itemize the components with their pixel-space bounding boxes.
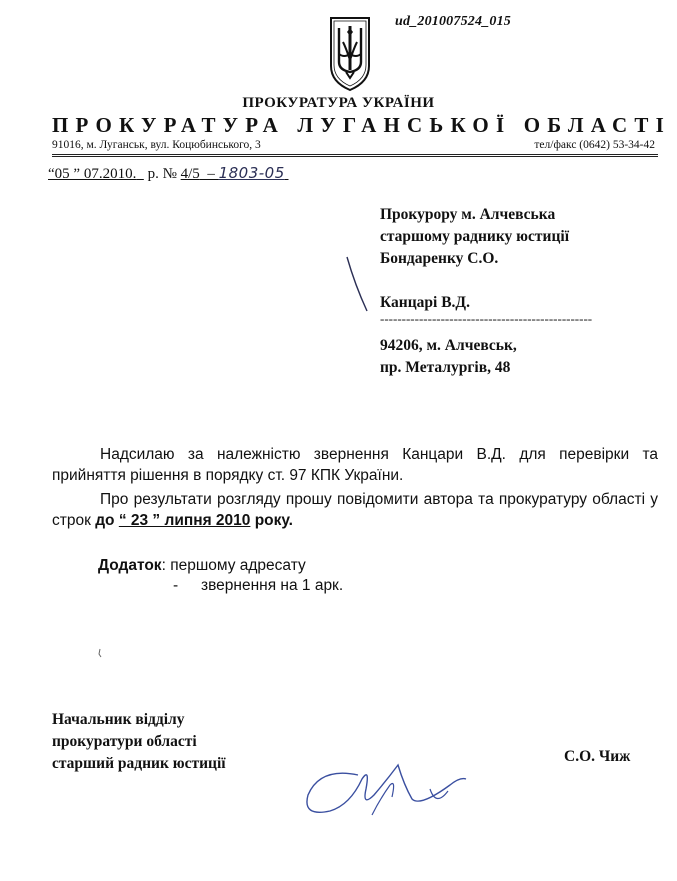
org-national: ПРОКУРАТУРА УКРАЇНИ [242, 95, 435, 111]
appendix-item: - звернення на 1 арк. [173, 577, 344, 594]
addressee-line: Канцарі В.Д. [380, 294, 470, 311]
signatory-name: С.О. Чиж [564, 748, 631, 765]
signatory-line: старший радник юстиції [52, 755, 226, 772]
scan-speck [97, 648, 103, 658]
outgoing-date: “05 ” 07.2010. [48, 166, 137, 182]
org-phone: тел/факс (0642) 53-34-42 [534, 139, 655, 151]
letter-body [52, 444, 658, 534]
number-label: № [162, 166, 177, 182]
outgoing-reference: “05 ” 07.2010. р. № 4/5 – 1803-05 [48, 164, 285, 182]
appendix-text: : першому адресату [161, 557, 306, 574]
body-paragraph: Про результати розгляду прошу повідомити автора та прокуратуру області у строк до “ 23 ” липня 2010 року. [52, 491, 658, 529]
document-id: ud_201007524_015 [395, 14, 511, 29]
trident-emblem-icon [328, 14, 372, 92]
body-paragraph: Надсилаю за належністю звернення Канцари В.Д. для перевірки та прийняття рішення в порядку ст. 97 КПК України. [52, 446, 658, 484]
addressee-address [380, 335, 517, 379]
address-line: 94206, м. Алчевськ, [380, 337, 517, 354]
addressee-line: старшому раднику юстиції [380, 228, 569, 245]
addressee-block [380, 204, 569, 314]
number-handwritten: 1803-05 [218, 164, 285, 182]
addressee-line: Бондаренку С.О. [380, 250, 499, 267]
header-rule-thin [52, 156, 658, 157]
signatory-line: прокуратури області [52, 733, 197, 750]
signatory-line: Начальник відділу [52, 711, 185, 728]
addressee-line: Прокурору м. Алчевська [380, 206, 556, 223]
address-line: пр. Металургів, 48 [380, 359, 511, 376]
deadline-date: “ 23 ” липня 2010 [118, 512, 251, 529]
year-suffix: р. [147, 166, 159, 182]
appendix [98, 555, 306, 577]
signatory-title [52, 709, 226, 775]
appendix-label: Додаток [98, 557, 162, 574]
org-regional: ПРОКУРАТУРА ЛУГАНСЬКОЇ ОБЛАСТІ [52, 113, 671, 137]
number-printed: 4/5 [180, 166, 200, 182]
org-address: 91016, м. Луганськ, вул. Коцюбинського, 3 [52, 139, 261, 151]
check-mark-icon [345, 255, 375, 315]
dash-separator: ------------------------------------------------- [380, 311, 593, 326]
handwritten-signature [300, 745, 470, 825]
header-rule [52, 154, 658, 155]
